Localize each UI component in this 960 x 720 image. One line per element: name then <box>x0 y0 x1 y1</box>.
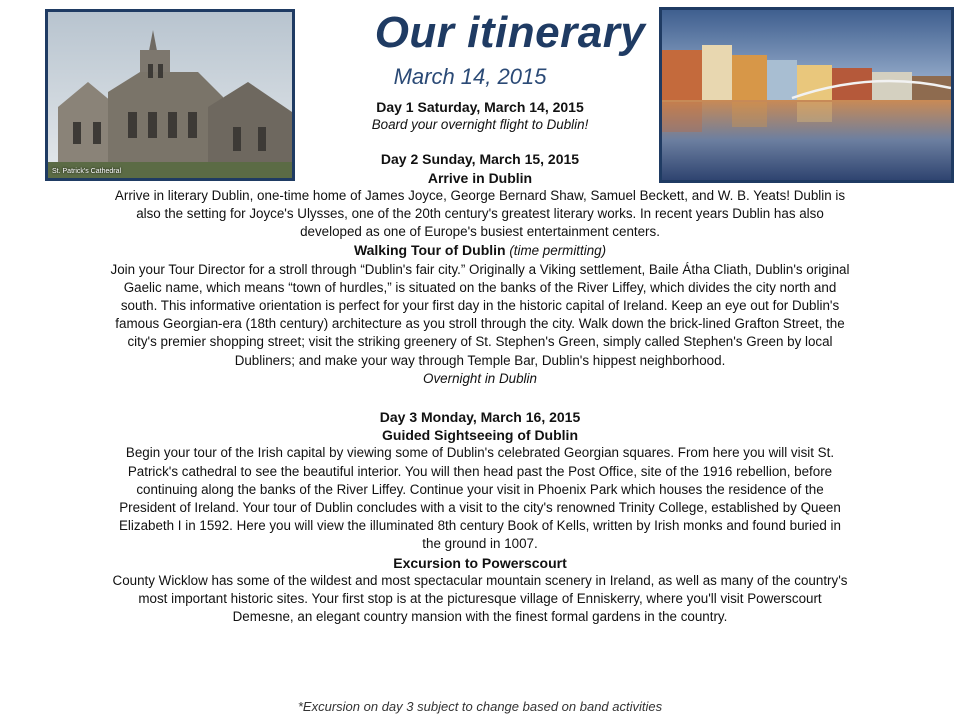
page-date: March 14, 2015 <box>393 64 547 89</box>
day3-subhead-sightseeing: Guided Sightseeing of Dublin <box>382 427 578 444</box>
day2-subhead-walking-title: Walking Tour of Dublin <box>353 242 506 259</box>
day2-subhead-arrive: Arrive in Dublin <box>427 169 533 186</box>
day3-paragraph-powerscourt: County Wicklow has some of the wildest and most spectacular mountain scenery in Ireland, as well as many of the country's most important historic sites. Your first stop is at the picturesque village of Enniskerry, where you'll visit Powerscourt Demesne, an elegant country mansion with the finest formal gardens in the country. <box>112 572 848 625</box>
day1-note: Board your overnight flight to Dublin! <box>371 117 589 133</box>
day2-subhead-walking <box>110 241 850 260</box>
page-title: Our itinerary <box>374 8 646 57</box>
itinerary-content <box>110 98 850 626</box>
day2-overnight: Overnight in Dublin <box>423 370 537 386</box>
day2-heading: Day 2 Sunday, March 15, 2015 <box>380 151 580 168</box>
day3-heading: Day 3 Monday, March 16, 2015 <box>379 409 581 426</box>
day3-subhead-powerscourt: Excursion to Powerscourt <box>393 554 567 571</box>
day2-paragraph-walking: Join your Tour Director for a stroll through “Dublin's fair city.” Originally a Viking settlement, Baile Átha Cliath, Dublin's original Gaelic name, which means “town of hurdles,” is situated on the banks of the River Liffey, which divides the city north and south. This informative orientation is perfect for your first day in the historic capital of Ireland. Keep an eye out for Dublin's famous Georgian-era (18th century) architecture as you stroll through the city. Walk down the brick-lined Grafton Street, the city's premier shopping street; visit the striking greenery of St. Stephen's Green, simply called Stephen's Green by local Dubliners; and make your way through Temple Bar, Dublin's hippest neighborhood. <box>110 261 850 368</box>
footer-note: *Excursion on day 3 subject to change based on band activities <box>297 699 663 714</box>
day2-paragraph-arrive: Arrive in literary Dublin, one-time home of James Joyce, George Bernard Shaw, Samuel Beckett, and W. B. Yeats! Dublin is also the setting for Joyce's Ulysses, one of the 20th century's greatest literary works. In recent years Dublin has also developed as one of Europe's busiest entertainment centers. <box>114 187 846 240</box>
day1-heading: Day 1 Saturday, March 14, 2015 <box>376 99 584 115</box>
photo-caption: St. Patrick's Cathedral <box>52 168 122 175</box>
day2-subhead-walking-note: (time permitting) <box>509 243 607 259</box>
day3-paragraph-sightseeing: Begin your tour of the Irish capital by viewing some of Dublin's celebrated Georgian squares. From here you will visit St. Patrick's cathedral to see the beautiful interior. You will then head past the Post Office, site of the 1916 rebellion, before continuing along the banks of the River Liffey. Continue your visit in Phoenix Park which houses the residence of the President of Ireland. Your tour of Dublin concludes with a visit to the city's renowned Trinity College, established by Queen Elizabeth I in 1592. Here you will view the illuminated 8th century Book of Kells, written by Irish monks and found buried in the ground in 1007. <box>119 445 841 552</box>
